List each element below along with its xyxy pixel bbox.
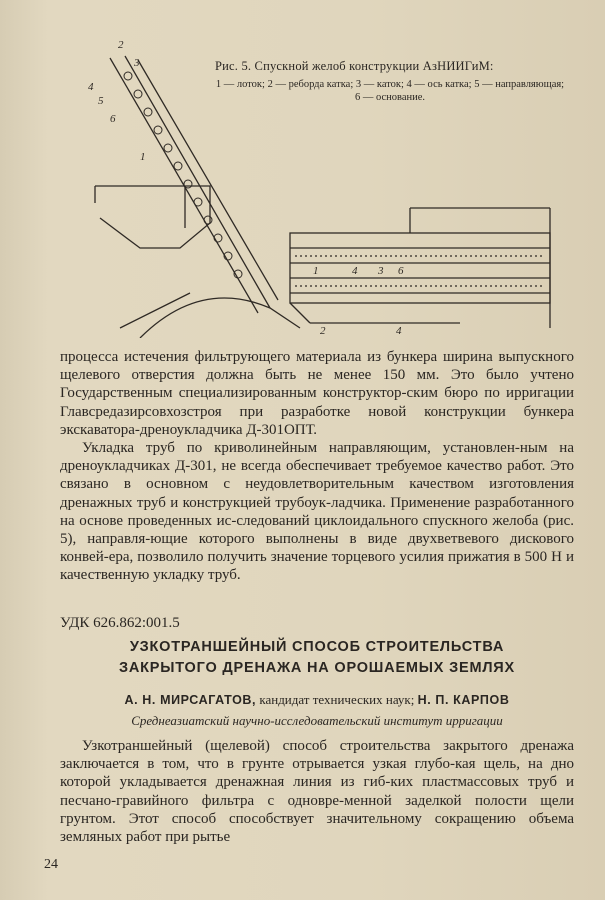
body-text	[60, 348, 574, 585]
author-2-name: Н. П. КАРПОВ	[417, 693, 510, 707]
callout-1-left: 1	[140, 151, 146, 163]
article-title-line-2: ЗАКРЫТОГО ДРЕНАЖА НА ОРОШАЕМЫХ ЗЕМЛЯХ	[118, 660, 515, 676]
institute: Среднеазиатский научно-исследовательский институт ирригации	[131, 713, 503, 728]
article-title	[60, 637, 574, 679]
callout-6-right: 6	[398, 265, 404, 277]
figure-caption-legend: 1 — лоток; 2 — реборда катка; 3 — каток; 4 — ось катка; 5 — направляющая; 6 — основание.	[215, 79, 565, 103]
author-1-degree: кандидат технических наук;	[256, 692, 418, 707]
callout-5-left: 5	[98, 95, 104, 107]
author-1-name: А. Н. МИРСАГАТОВ,	[124, 693, 257, 707]
callout-3-right: 3	[378, 265, 384, 277]
authors	[60, 692, 574, 708]
article-paragraph-1: Узкотраншейный (щелевой) способ строительства закрытого дренажа заключается в том, что в грунте отрывается узкая глубо-кая щель, на дно которой укладывается дренажная линия из гиб-ких пластмассовых труб и песчано-гравийного фильтра с одновре-менной заделкой полости щели грунтом. Этот способ способствует значительному сокращению объема земляных работ при рытье	[60, 738, 574, 846]
callout-2-right: 2	[320, 325, 326, 337]
udc-code: УДК 626.862:001.5	[60, 615, 180, 631]
article-title-line-1: УЗКОТРАНШЕЙНЫЙ СПОСОБ СТРОИТЕЛЬСТВА	[129, 639, 505, 655]
callout-4-left: 4	[88, 81, 94, 93]
callout-4-right-bottom: 4	[396, 325, 402, 337]
chute-base	[140, 298, 300, 338]
callout-2-left: 2	[118, 39, 124, 51]
paragraph-continuation: процесса истечения фильтрующего материала из бункера ширина выпускного щелевого отверстия должна быть не менее 150 мм. Это было учтено Государственным специализированным конструктор-ским бюро по ирригации Главсредазирсовхозстроя при разработке новой конструкции бункера экскаватора-дреноукладчика Д-301ОПТ.	[60, 349, 574, 438]
page-number: 24	[44, 857, 58, 872]
article-body	[60, 737, 574, 846]
figure-caption	[215, 58, 565, 104]
callout-6-left: 6	[110, 113, 116, 125]
hopper-outline	[95, 186, 210, 248]
callout-3-left: 3	[134, 57, 140, 69]
callout-1-right: 1	[313, 265, 319, 277]
figure-caption-title: Рис. 5. Спускной желоб конструкции АзНИИГиМ:	[215, 59, 494, 73]
paragraph-pipe-laying: Укладка труб по криволинейным направляющим, установлен-ным на дреноукладчиках Д-301, не всегда обеспечивает требуемое качество работ. Это связано в основном с неудовлетворительным качеством изготовления дренажных труб и конструкцией трубоук-ладчика. Применение разработанного на основе проведенных ис-следований циклоидального спускного желоба (рис. 5), направля-ющие которого выполнены в виде двухветвевого дискового конвей-ера, позволило получить значение торцевого усилия прижатия в 500 Н и качественную укладку труб.	[60, 440, 574, 584]
callout-4-right: 4	[352, 265, 358, 277]
